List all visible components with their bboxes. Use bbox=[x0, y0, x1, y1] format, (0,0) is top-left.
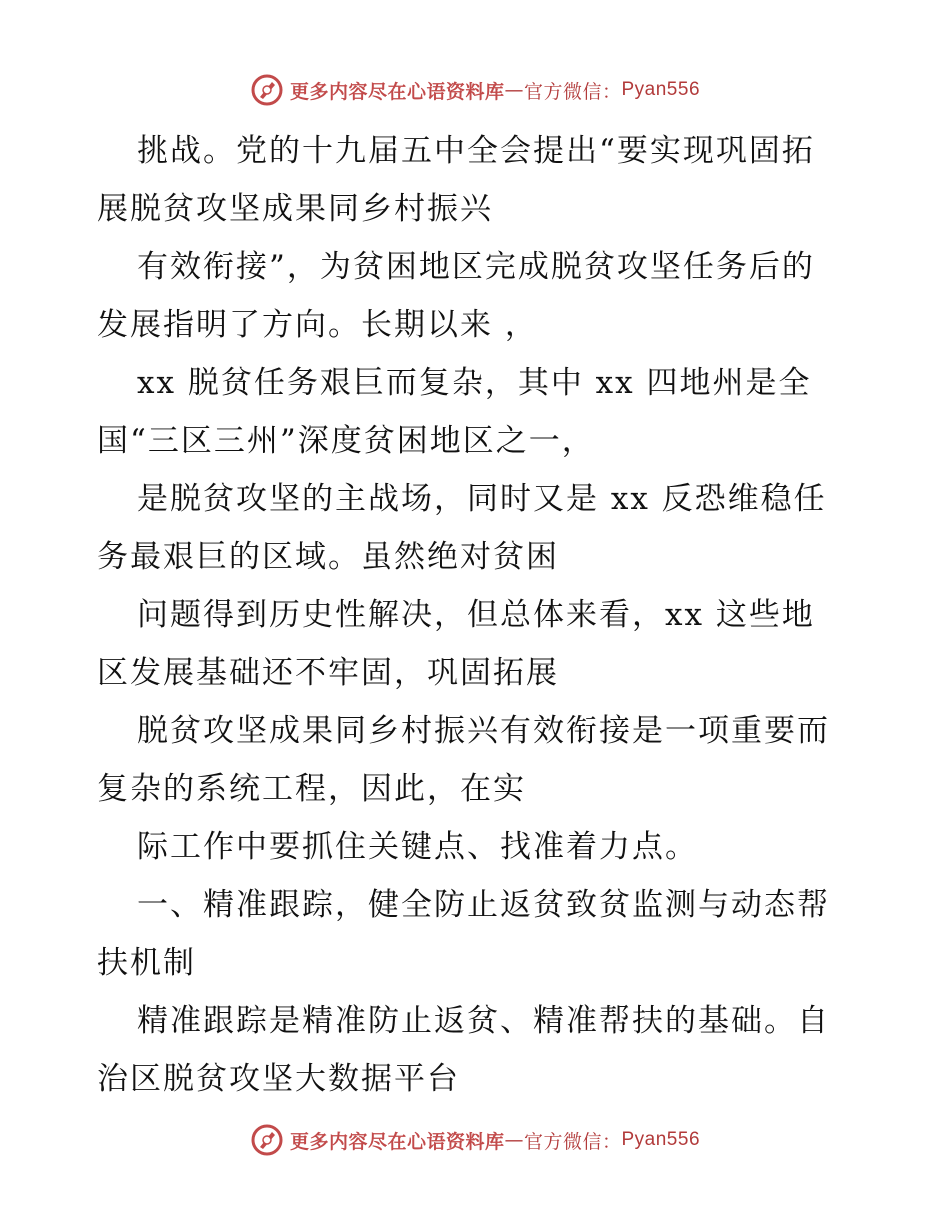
text-line: 挑战。党的十九届五中全会提出“要实现巩固拓 bbox=[137, 133, 815, 169]
text-line: 际工作中要抓住关键点、找准着力点。 bbox=[137, 829, 698, 865]
watermark-separator: — bbox=[504, 79, 524, 101]
text-line: 精准跟踪是精准防止返贫、精准帮扶的基础。自 bbox=[137, 1003, 830, 1039]
section-heading-line: 一、精准跟踪，健全防止返贫致贫监测与动态帮 bbox=[137, 887, 830, 923]
header-watermark bbox=[0, 70, 950, 110]
text-line: 务最艰巨的区域。虽然绝对贫困 bbox=[97, 539, 559, 575]
watermark-wechat-label: 官方微信： bbox=[523, 80, 622, 103]
section-heading-line: 扶机制 bbox=[97, 945, 196, 981]
document-body bbox=[97, 122, 867, 1108]
text-line: 区发展基础还不牢固，巩固拓展 bbox=[97, 655, 559, 691]
text-line: 问题得到历史性解决，但总体来看，xx 这些地 bbox=[137, 597, 815, 633]
watermark-site-text: 更多内容尽在心语资料库 bbox=[289, 80, 505, 103]
text-line: 国“三区三州”深度贫困地区之一， bbox=[97, 423, 595, 459]
watermark-wechat-id: Pyan556 bbox=[621, 1129, 701, 1150]
watermark-wechat-label: 官方微信： bbox=[523, 1130, 622, 1153]
text-line: xx 脱贫任务艰巨而复杂，其中 xx 四地州是全 bbox=[137, 365, 812, 401]
quill-circle-logo-icon bbox=[250, 73, 284, 107]
text-line: 展脱贫攻坚成果同乡村振兴 bbox=[97, 191, 493, 227]
watermark-wechat-id: Pyan556 bbox=[621, 79, 701, 100]
watermark-separator: — bbox=[504, 1129, 524, 1151]
watermark-site-text: 更多内容尽在心语资料库 bbox=[289, 1130, 505, 1153]
text-line: 脱贫攻坚成果同乡村振兴有效衔接是一项重要而 bbox=[137, 713, 830, 749]
text-line: 是脱贫攻坚的主战场，同时又是 xx 反恐维稳任 bbox=[137, 481, 827, 517]
text-line: 复杂的系统工程，因此，在实 bbox=[97, 771, 526, 807]
text-line: 治区脱贫攻坚大数据平台 bbox=[97, 1061, 460, 1097]
quill-circle-logo-icon bbox=[250, 1123, 284, 1157]
footer-watermark bbox=[0, 1120, 950, 1160]
text-line: 发展指明了方向。长期以来 ， bbox=[97, 307, 538, 343]
text-line: 有效衔接”，为贫困地区完成脱贫攻坚任务后的 bbox=[137, 249, 815, 285]
